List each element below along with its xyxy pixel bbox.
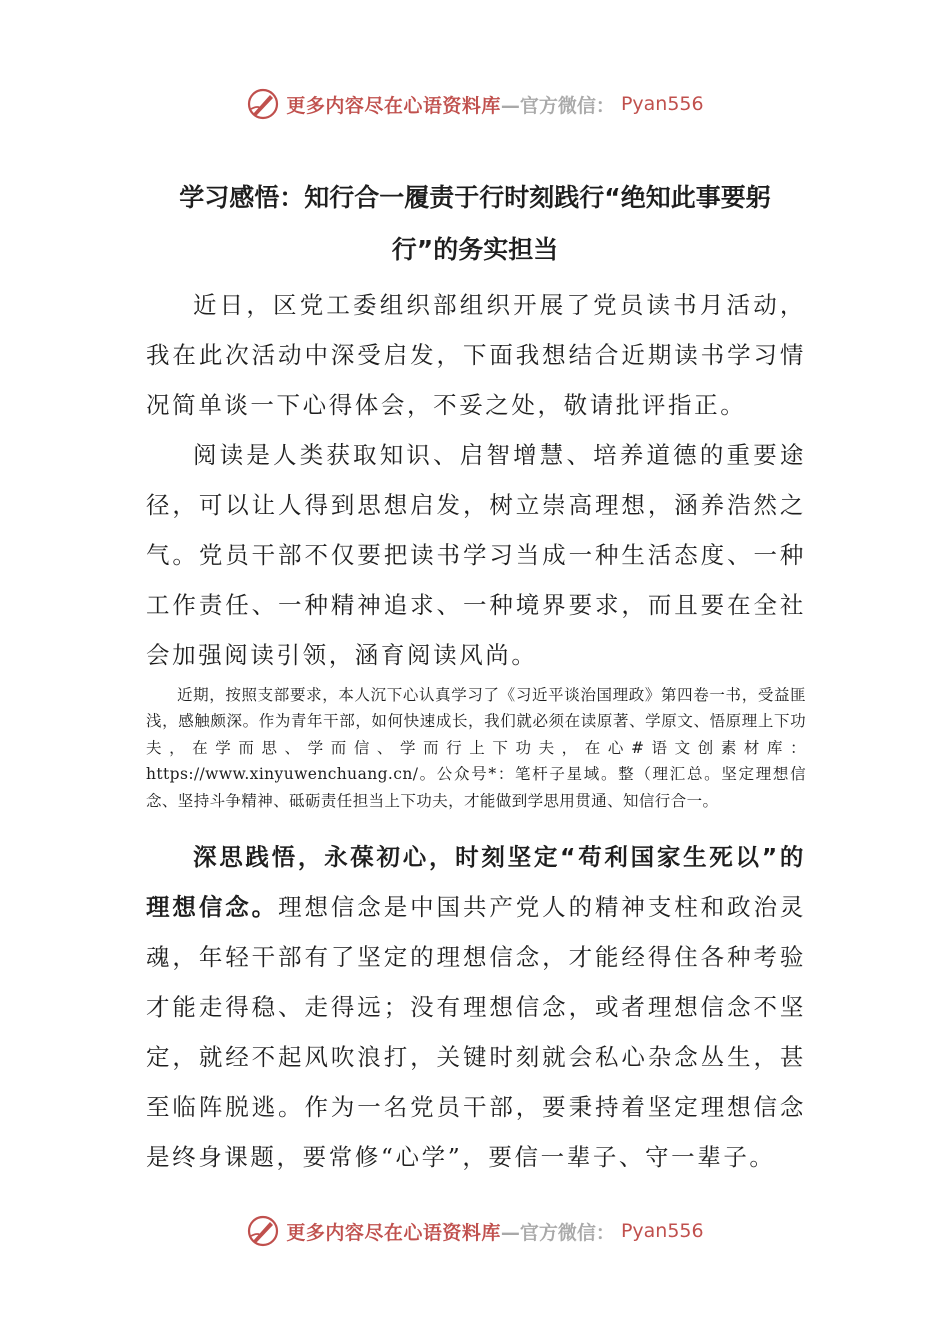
title-line-2: 行”的务实担当 — [391, 235, 559, 264]
paragraph-ideals-lead: 深思践悟，永葆初心，时刻坚定“苟利国家生死以”的理想信念。 — [146, 843, 806, 921]
header-banner — [0, 84, 950, 124]
quill-logo-icon — [246, 1214, 280, 1248]
paragraph-small-note: 近期，按照支部要求，本人沉下心认真学习了《习近平谈治国理政》第四卷一书，受益匪浅，感触颇深。作为青年干部，如何快速成长，我们就必须在读原著、学原文、悟原理上下功夫，在学而思、学而信、学而行上下功夫，在心#语文创素材库：https://www.xinyuwenchuang.cn/。公众号*：笔杆子星域。整（理汇总。坚定理想信念、坚持斗争精神、砥砺责任担当上下功夫，才能做到学思用贯通、知信行合一。 — [146, 686, 806, 810]
paragraph-ideals — [146, 832, 806, 1182]
header-separator: —官方微信： — [500, 94, 615, 117]
footer-separator: —官方微信： — [500, 1221, 615, 1244]
paragraph-ideals-body: 理想信念是中国共产党人的精神支柱和政治灵魂，年轻干部有了坚定的理想信念，才能经得住各种考验才能走得稳、走得远；没有理想信念，或者理想信念不坚定，就经不起风吹浪打，关键时刻就会私心杂念丛生，甚至临阵脱逃。作为一名党员干部，要秉持着坚定理想信念是终身课题，要常修“心学”，要信一辈子、守一辈子。 — [146, 893, 806, 1171]
title-line-1: 学习感悟：知行合一履责于行时刻践行“绝知此事要躬 — [179, 183, 771, 212]
footer-handle: Pyan556 — [620, 1220, 704, 1242]
quill-logo-icon — [246, 87, 280, 121]
document-title — [130, 172, 820, 276]
footer-banner — [0, 1211, 950, 1251]
header-handle: Pyan556 — [620, 93, 704, 115]
header-brand: 更多内容尽在心语资料库 — [286, 94, 501, 117]
paragraph-intro: 近日，区党工委组织部组织开展了党员读书月活动，我在此次活动中深受启发，下面我想结合近期读书学习情况简单谈一下心得体会，不妥之处，敬请批评指正。 — [146, 291, 806, 419]
paragraph-reading: 阅读是人类获取知识、启智增慧、培养道德的重要途径，可以让人得到思想启发，树立崇高理想，涵养浩然之气。党员干部不仅要把读书学习当成一种生活态度、一种工作责任、一种精神追求、一种境界要求，而且要在全社会加强阅读引领，涵育阅读风尚。 — [146, 441, 806, 669]
footer-brand: 更多内容尽在心语资料库 — [286, 1221, 501, 1244]
